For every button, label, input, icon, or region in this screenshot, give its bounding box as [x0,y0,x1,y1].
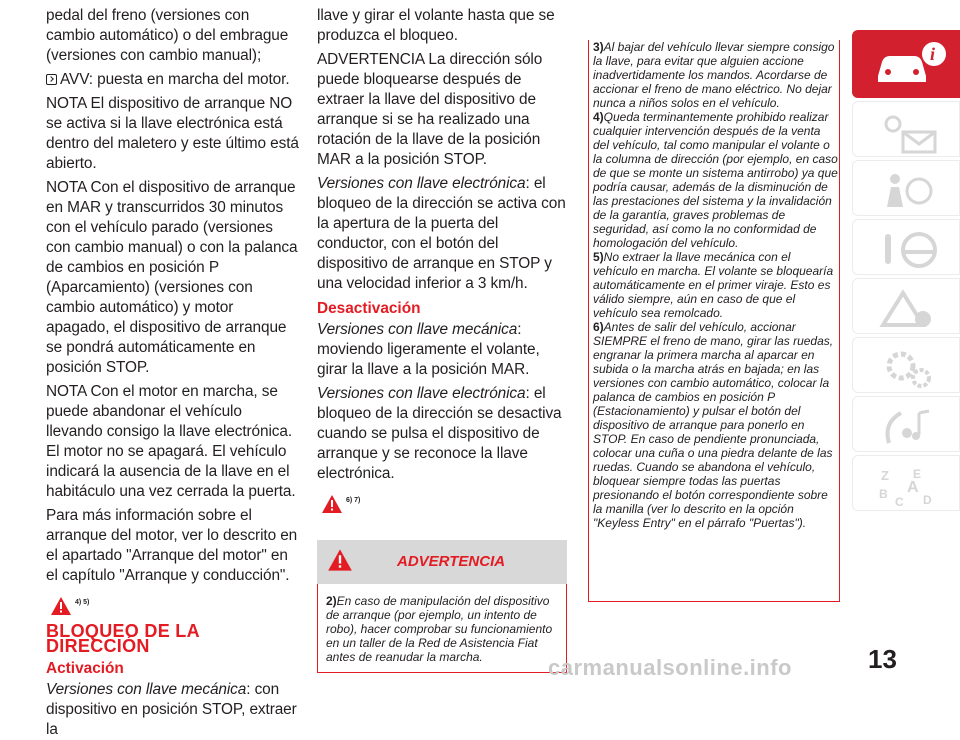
breakdown-icon [873,285,943,333]
warning-lights-icon [873,108,943,156]
svg-text:C: C [895,495,904,509]
column-3-notes [593,40,838,530]
note-5: 5)No extraer la llave mecánica con el vehículo en marcha. El volante se bloquearía automáticamente en el primer viraje. Esto es válido siempre, aún en caso de que el vehículo sea remolcado. [593,250,834,320]
nota-3: NOTA Con el motor en marcha, se puede abandonar el vehículo llevando consigo la llave electrónica. El motor no se apagará. El vehículo indicará la ausencia de la llave en el habitáculo una vez cerrada la puerta. [46,383,296,500]
section-heading: BLOQUEO DE LA DIRECCIÓN [46,621,200,656]
tab-warning-lights[interactable] [852,101,960,157]
advertencia-title: ADVERTENCIA [397,553,506,570]
advertencia-header [317,540,567,584]
paragraph-llave: llave y girar el volante hasta que se produzca el bloqueo. [317,7,555,44]
tab-driving[interactable] [852,219,960,275]
paragraph-elec [317,174,572,294]
watermark: carmanualsonline.info [548,655,792,680]
warning-refs-2: 6) 7) [346,497,361,504]
tab-car-info[interactable] [852,30,960,98]
bullet-icon [46,74,57,85]
subheading-activacion: Activación [46,660,124,677]
tab-emergency[interactable] [852,278,960,334]
note-4: 4)Queda terminantemente prohibido realizar cualquier intervención después de la venta del vehículo, tal como manipular el volante o la columna de dirección (por ejemplo, en caso de que se monte un sistema antirrobo) ya que podría causar, además de la disminución de las prestaciones del sistema y la invalidación de la garantía, graves problemas de seguridad, así como la no conformidad de homologación del vehículo. [593,110,838,250]
column-2 [317,6,572,673]
paragraph-info: Para más información sobre el arranque del motor, ver lo descrito en el apartado "Arranque del motor" en el capítulo "Arranque y conducción". [46,507,298,584]
note-6: 6)Antes de salir del vehículo, accionar SIEMPRE el freno de mano, girar las ruedas, engranar la primera marcha al aparcar en subida o la marcha atrás en bajada; en las versiones con cambio automático, colocar la palanca de cambios en posición P (Estacionamiento) y pulsar el botón del dispositivo de arranque para ponerlo en STOP. En caso de pendiente pronunciada, colocar una cuña o una piedra delante de las ruedas. Cuando se abandona el vehículo, bloquear siempre todas las puertas presionando el botón correspondiente sobre la manilla (ver lo descrito en la opción "Keyless Entry" en el párrafo "Puertas"). [593,320,834,530]
warning-ref-row-2 [321,494,572,514]
multimedia-icon [873,403,943,451]
warning-ref-row [50,596,300,616]
elec-text: : el bloqueo de la dirección se activa con la apertura de la puerta del conductor, con el botón del dispositivo de arranque en STOP y una velocidad inferior a 3 km/h. [317,175,566,292]
svg-text:D: D [923,493,932,507]
warning-triangle-icon [321,494,343,514]
nota-2: NOTA Con el dispositivo de arranque en MAR y transcurridos 30 minutos con el vehículo parado (versiones con cambio manual) o con la palanca de cambios en posición P (Aparcamiento) (versiones con cambio automático) y motor apagado, el dispositivo de arranque se pondrá automáticamente en posición STOP. [46,179,298,376]
warning-triangle-icon [50,596,72,616]
chapter-sidebar [852,30,960,514]
mech-text: : con dispositivo en posición STOP, extraer la [46,681,297,738]
elec-label: Versiones con llave electrónica [317,175,526,192]
advertencia-body [317,584,567,673]
tab-maintenance[interactable] [852,337,960,393]
mech-text-2: moviendo ligeramente el volante, girar la llave a la posición MAR. [317,341,540,378]
maintenance-icon [873,344,943,392]
steering-wheel-icon [873,226,943,274]
column-1 [46,6,300,740]
nota-1: NOTA El dispositivo de arranque NO se activa si la llave electrónica está dentro del maletero y este último está abierto. [46,95,299,172]
svg-text:i: i [930,44,936,64]
note-3: 3)Al bajar del vehículo llevar siempre consigo la llave, para evitar que alguien accione inadvertidamente los mandos. Acordarse de accionar el freno de mano eléctrico. No dejar nunca a niños solos en el vehículo. [593,40,835,110]
warning-triangle-icon [327,548,353,572]
svg-text:B: B [879,487,888,501]
warning-refs: 4) 5) [75,599,90,606]
mech-label: Versiones con llave mecánica [46,681,247,698]
bullet-text: AVV: puesta en marcha del motor. [60,71,290,88]
bullet-avv [46,70,300,90]
car-info-icon [872,36,952,92]
paragraph-elec-2 [317,384,572,484]
mech-label-2: Versiones con llave mecánica: [317,321,522,338]
subheading-desactivacion: Desactivación [317,300,421,317]
tab-multimedia[interactable] [852,396,960,452]
tab-index[interactable] [852,455,960,511]
page-number: 13 [868,644,897,674]
svg-text:Z: Z [881,468,889,483]
note-number: 2) [326,594,337,608]
airbag-icon [873,167,943,215]
tab-safety[interactable] [852,160,960,216]
elec-text-2: : el bloqueo de la dirección se desactiva cuando se pulsa el dispositivo de arranque y se reconoce la llave electrónica. [317,385,562,482]
advertencia-text: ADVERTENCIA La dirección sólo puede bloquearse después de extraer la llave del dispositivo de arranque si se ha realizado una rotación de la llave de la posición MAR a la posición STOP. [317,51,543,168]
svg-text:E: E [913,467,922,481]
elec-label-2: Versiones con llave electrónica [317,385,526,402]
svg-text:A: A [907,479,919,496]
note-text: En caso de manipulación del dispositivo de arranque (por ejemplo, un intento de robo), hacer comprobar su funcionamiento en un taller de la Red de Asistencia Fiat antes de reanudar la marcha. [326,594,553,664]
index-icon [873,462,943,510]
paragraph-pedal: pedal del freno (versiones con cambio automático) o del embrague (versiones con cambio manual); [46,7,289,64]
paragraph-mech [46,680,300,740]
